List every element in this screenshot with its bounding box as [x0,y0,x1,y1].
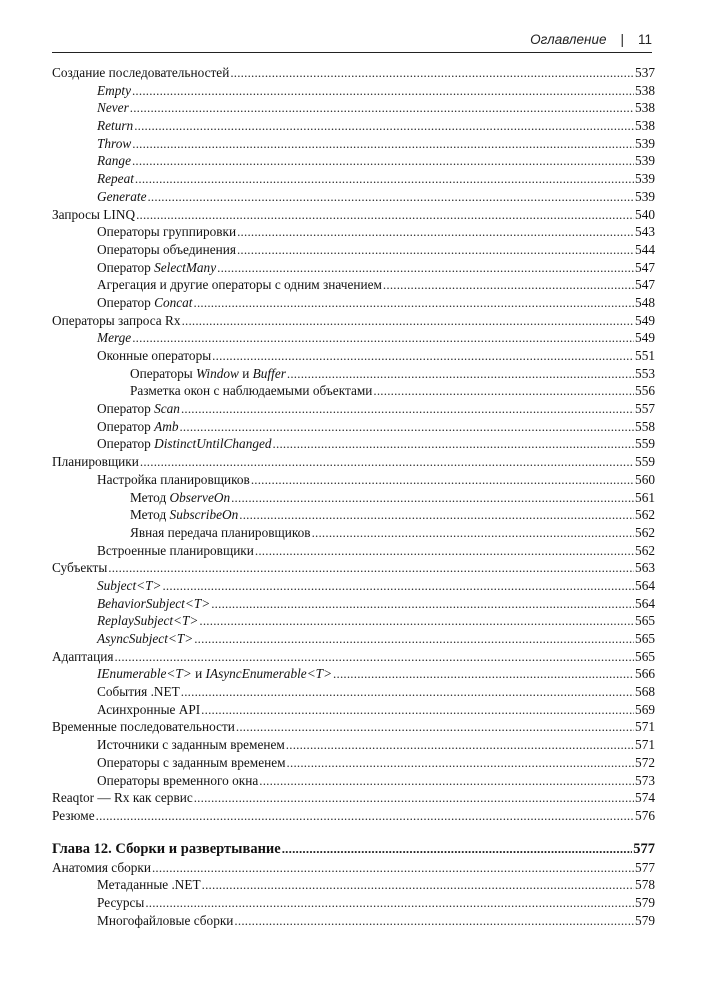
toc-page-number: 577 [633,840,655,857]
toc-entry[interactable] [52,82,655,100]
toc-entry[interactable] [52,859,655,877]
dot-leader [96,807,634,825]
toc-entry-title [97,736,285,754]
toc-entry-title [97,294,193,312]
dot-leader [194,294,635,312]
toc-title-part: Merge [97,330,132,346]
toc-page-number: 565 [635,613,655,629]
toc-page-number: 548 [635,294,655,310]
toc-title-part: Concat [154,294,193,310]
toc-entry[interactable] [52,135,655,153]
dot-leader [140,453,634,471]
dot-leader [286,736,634,754]
toc-entry[interactable] [52,259,655,277]
toc-title-part: Оконные операторы [97,348,212,363]
toc-entry-title [97,276,382,294]
toc-title-part: Глава 12. Сборки и развертывание [52,840,281,857]
dot-leader [259,772,634,790]
toc-entry-title [97,630,193,648]
toc-title-part: Операторы объединения [97,241,236,257]
toc-entry[interactable] [52,382,655,400]
toc-title-part: Оператор [97,436,155,452]
toc-entry-title [97,135,131,153]
toc-entry[interactable] [52,294,655,312]
header-title: Оглавление [530,32,607,47]
toc-entry[interactable] [52,117,655,135]
toc-page-number: 549 [635,330,655,346]
toc-entry-title [52,718,235,736]
running-header [52,30,652,53]
toc-entry[interactable] [52,453,655,471]
dot-leader [211,595,634,613]
toc-page-number: 579 [635,894,655,910]
toc-page-number: 566 [635,666,655,682]
toc-page-number: 561 [635,489,655,505]
toc-entry[interactable] [52,170,655,188]
toc-page-number: 547 [635,259,655,275]
dot-leader [181,400,634,418]
toc-entry-title [52,64,229,82]
toc-page-number: 551 [635,348,655,363]
toc-entry[interactable] [52,241,655,259]
toc-title-part: Операторы запроса Rx [52,312,181,328]
toc-entry[interactable] [52,188,655,206]
toc-title-part: Резюме [52,807,95,823]
toc-page-number: 564 [635,577,655,593]
toc-entry[interactable] [52,718,655,736]
dot-leader [199,612,634,630]
toc-entry[interactable] [52,648,655,666]
toc-title-part: Throw [97,135,132,151]
toc-entry[interactable] [52,683,655,701]
toc-entry[interactable] [52,435,655,453]
toc-page-number: 571 [635,719,655,735]
toc-title-part: и [191,666,206,682]
toc-title-part: Generate [97,188,147,204]
toc-title-part: Оператор [97,294,155,310]
toc-page-number: 556 [635,383,655,399]
toc-entry[interactable] [52,312,655,330]
toc-entry-title [97,400,180,418]
toc-page-number: 578 [635,877,655,893]
toc-entry[interactable] [52,577,655,595]
toc-entry[interactable] [52,489,655,507]
toc-entry-title [52,839,281,859]
toc-title-part: Встроенные планировщики [97,542,254,558]
toc-entry-title [97,612,198,630]
toc-title-part: SubscribeOn [169,507,239,523]
toc-entry[interactable] [52,524,655,542]
toc-page-number: 559 [635,436,655,452]
toc-title-part: Операторы с заданным временем [97,754,286,770]
toc-title-part: и [238,365,253,381]
toc-title-part: События .NET [97,684,180,700]
toc-page-number: 538 [635,82,655,98]
toc-entry-title [52,648,113,666]
dot-leader [182,312,634,330]
toc-entry-title [97,418,178,436]
dot-leader [108,559,634,577]
toc-entry[interactable] [52,772,655,790]
toc-entry[interactable] [52,99,655,117]
dot-leader [287,754,635,772]
table-of-contents [52,64,655,929]
toc-title-part: Scan [154,401,180,417]
toc-entry[interactable] [52,347,655,365]
dot-leader [136,206,634,224]
toc-page-number: 579 [635,912,655,928]
toc-entry-title [52,453,139,471]
toc-entry-title [97,894,144,912]
dot-leader [212,347,634,365]
toc-entry-title [97,259,216,277]
toc-page-number: 539 [635,135,655,151]
toc-entry[interactable] [52,418,655,436]
toc-title-part: Reaqtor — Rx как сервис [52,790,193,806]
toc-title-part: Адаптация [52,648,114,664]
toc-entry-title [130,382,372,400]
dot-leader [383,276,634,294]
toc-page-number: 574 [635,790,655,806]
toc-page-number: 558 [635,418,655,434]
toc-entry[interactable] [52,276,655,294]
toc-entry-title [97,701,200,719]
toc-page-number: 553 [635,365,655,381]
toc-title-part: Return [97,118,134,134]
dot-leader [236,718,634,736]
toc-title-part: IAsyncEnumerable<T> [205,666,333,682]
dot-leader [132,82,634,100]
toc-page-number: 568 [635,684,655,700]
dot-leader [234,912,634,930]
toc-title-part: Субъекты [52,560,108,576]
dot-leader [132,152,634,170]
toc-entry-title [97,241,236,259]
toc-page-number: 538 [635,118,655,134]
toc-page-number: 547 [635,277,655,293]
toc-entry[interactable] [52,152,655,170]
toc-title-part: Метод [130,507,170,523]
toc-title-part: Временные последовательности [52,719,235,735]
toc-entry[interactable] [52,329,655,347]
toc-chapter-entry[interactable] [52,839,655,859]
toc-page-number: 557 [635,401,655,417]
toc-entry[interactable] [52,559,655,577]
toc-entry[interactable] [52,736,655,754]
toc-title-part: Оператор [97,418,155,434]
toc-entry-title [130,506,238,524]
toc-entry-title [97,188,146,206]
toc-page-number: 560 [635,471,655,487]
toc-entry[interactable] [52,400,655,418]
toc-page-number: 576 [635,807,655,823]
dot-leader [251,471,634,489]
toc-entry[interactable] [52,471,655,489]
toc-page-number: 539 [635,153,655,169]
toc-page-number: 563 [635,560,655,576]
toc-page-number: 540 [635,206,655,222]
toc-entry-title [97,329,131,347]
toc-title-part: BehaviorSubject<T> [97,595,211,611]
toc-title-part: Метод [130,489,170,505]
toc-entry-title [130,365,286,383]
toc-title-part: IEnumerable<T> [97,666,192,682]
toc-title-part: Операторы временного окна [97,772,259,788]
toc-title-part: Оператор [97,259,155,275]
toc-entry[interactable] [52,665,655,683]
toc-page-number: 562 [635,542,655,558]
toc-title-part: SelectMany [154,259,217,275]
toc-entry-title [97,82,131,100]
toc-entry[interactable] [52,894,655,912]
toc-entry-title [97,772,258,790]
toc-entry-title [52,312,181,330]
toc-title-part: DistinctUntilChanged [154,436,272,452]
toc-entry[interactable] [52,206,655,224]
toc-title-part: Amb [154,418,179,434]
toc-title-part: Оператор [97,401,155,417]
dot-leader [237,223,634,241]
toc-entry[interactable] [52,701,655,719]
toc-title-part: Источники с заданным временем [97,737,285,753]
dot-leader [239,506,634,524]
dot-leader [132,329,634,347]
toc-entry[interactable] [52,64,655,82]
dot-leader [147,188,634,206]
toc-page-number: 562 [635,507,655,523]
toc-title-part: Range [97,153,131,169]
toc-entry[interactable] [52,912,655,930]
toc-entry-title [130,489,230,507]
toc-page-number: 573 [635,772,655,788]
toc-entry-title [97,876,201,894]
toc-entry[interactable] [52,876,655,894]
toc-entry[interactable] [52,595,655,613]
toc-title-part: Never [97,100,129,116]
toc-entry-title [97,471,250,489]
dot-leader [152,859,634,877]
toc-entry[interactable] [52,754,655,772]
toc-title-part: Repeat [97,171,134,187]
dot-leader [287,365,634,383]
toc-page-number: 559 [635,454,655,470]
dot-leader [282,839,633,859]
dot-leader [217,259,634,277]
toc-title-part: AsyncSubject<T> [97,631,194,646]
dot-leader [273,435,635,453]
toc-page-number: 549 [635,312,655,328]
toc-title-part: Явная передача планировщиков [130,524,311,540]
toc-entry[interactable] [52,789,655,807]
dot-leader [135,170,634,188]
toc-entry-title [52,859,151,877]
toc-entry-title [52,807,95,825]
dot-leader [373,382,634,400]
toc-entry-title [52,206,135,224]
toc-title-part: ObserveOn [169,489,231,505]
toc-title-part: Разметка окон с наблюдаемыми объектами [130,383,373,399]
toc-title-part: Subject<T> [97,577,162,593]
toc-entry-title [97,665,332,683]
dot-leader [132,135,634,153]
toc-title-part: Многофайловые сборки [97,912,234,928]
toc-entry-title [52,789,193,807]
dot-leader [114,648,634,666]
toc-entry-title [97,912,233,930]
toc-page-number: 543 [635,224,655,240]
toc-page-number: 577 [635,859,655,875]
toc-title-part: ReplaySubject<T> [97,613,199,629]
toc-entry-title [97,99,129,117]
toc-title-part: Настройка планировщиков [97,471,250,487]
toc-title-part: Window [196,365,239,381]
toc-title-part: Empty [97,82,131,98]
toc-entry-title [130,524,311,542]
toc-entry-title [97,542,254,560]
toc-entry-title [97,152,131,170]
toc-entry-title [97,223,236,241]
dot-leader [231,489,634,507]
toc-page-number: 538 [635,100,655,116]
toc-entry[interactable] [52,612,655,630]
toc-title-part: Асинхронные API [97,701,201,717]
toc-page-number: 537 [635,65,655,80]
toc-page-number: 562 [635,524,655,540]
toc-page-number: 564 [635,595,655,611]
toc-title-part: Анатомия сборки [52,859,151,875]
toc-entry-title [97,595,210,613]
toc-title-part: Метаданные .NET [97,877,201,893]
dot-leader [194,789,634,807]
toc-title-part: Планировщики [52,454,139,470]
dot-leader [312,524,634,542]
toc-entry[interactable] [52,542,655,560]
dot-leader [130,99,634,117]
dot-leader [181,683,634,701]
toc-entry[interactable] [52,506,655,524]
dot-leader [333,665,634,683]
toc-page-number: 565 [635,631,655,646]
header-separator: | [620,32,624,47]
toc-entry[interactable] [52,365,655,383]
toc-entry-title [97,435,272,453]
dot-leader [162,577,634,595]
toc-page-number: 571 [635,737,655,753]
toc-page-number: 539 [635,188,655,204]
toc-entry[interactable] [52,807,655,825]
dot-leader [145,894,634,912]
toc-entry-title [97,170,134,188]
dot-leader [255,542,634,560]
toc-page-number: 565 [635,648,655,664]
toc-entry-title [97,347,211,365]
dot-leader [202,876,634,894]
toc-page-number: 572 [635,754,655,770]
dot-leader [237,241,634,259]
toc-entry-title [52,559,107,577]
header-page-number: 11 [637,32,652,47]
toc-entry-title [97,117,133,135]
toc-page-number: 539 [635,171,655,187]
toc-page-number: 544 [635,241,655,257]
toc-entry-title [97,754,286,772]
dot-leader [201,701,634,719]
toc-title-part: Создание последовательностей [52,65,230,80]
toc-title-part: Операторы группировки [97,224,237,240]
toc-entry-title [97,683,180,701]
dot-leader [134,117,634,135]
dot-leader [179,418,634,436]
toc-title-part: Buffer [252,365,286,381]
toc-entry-title [97,577,161,595]
toc-page-number: 569 [635,701,655,717]
toc-entry[interactable] [52,630,655,648]
toc-title-part: Операторы [130,365,197,381]
dot-leader [230,64,634,82]
dot-leader [194,630,634,648]
toc-title-part: Ресурсы [97,894,145,910]
toc-entry[interactable] [52,223,655,241]
toc-title-part: Запросы LINQ [52,206,136,222]
toc-title-part: Агрегация и другие операторы с одним значением [97,277,382,293]
